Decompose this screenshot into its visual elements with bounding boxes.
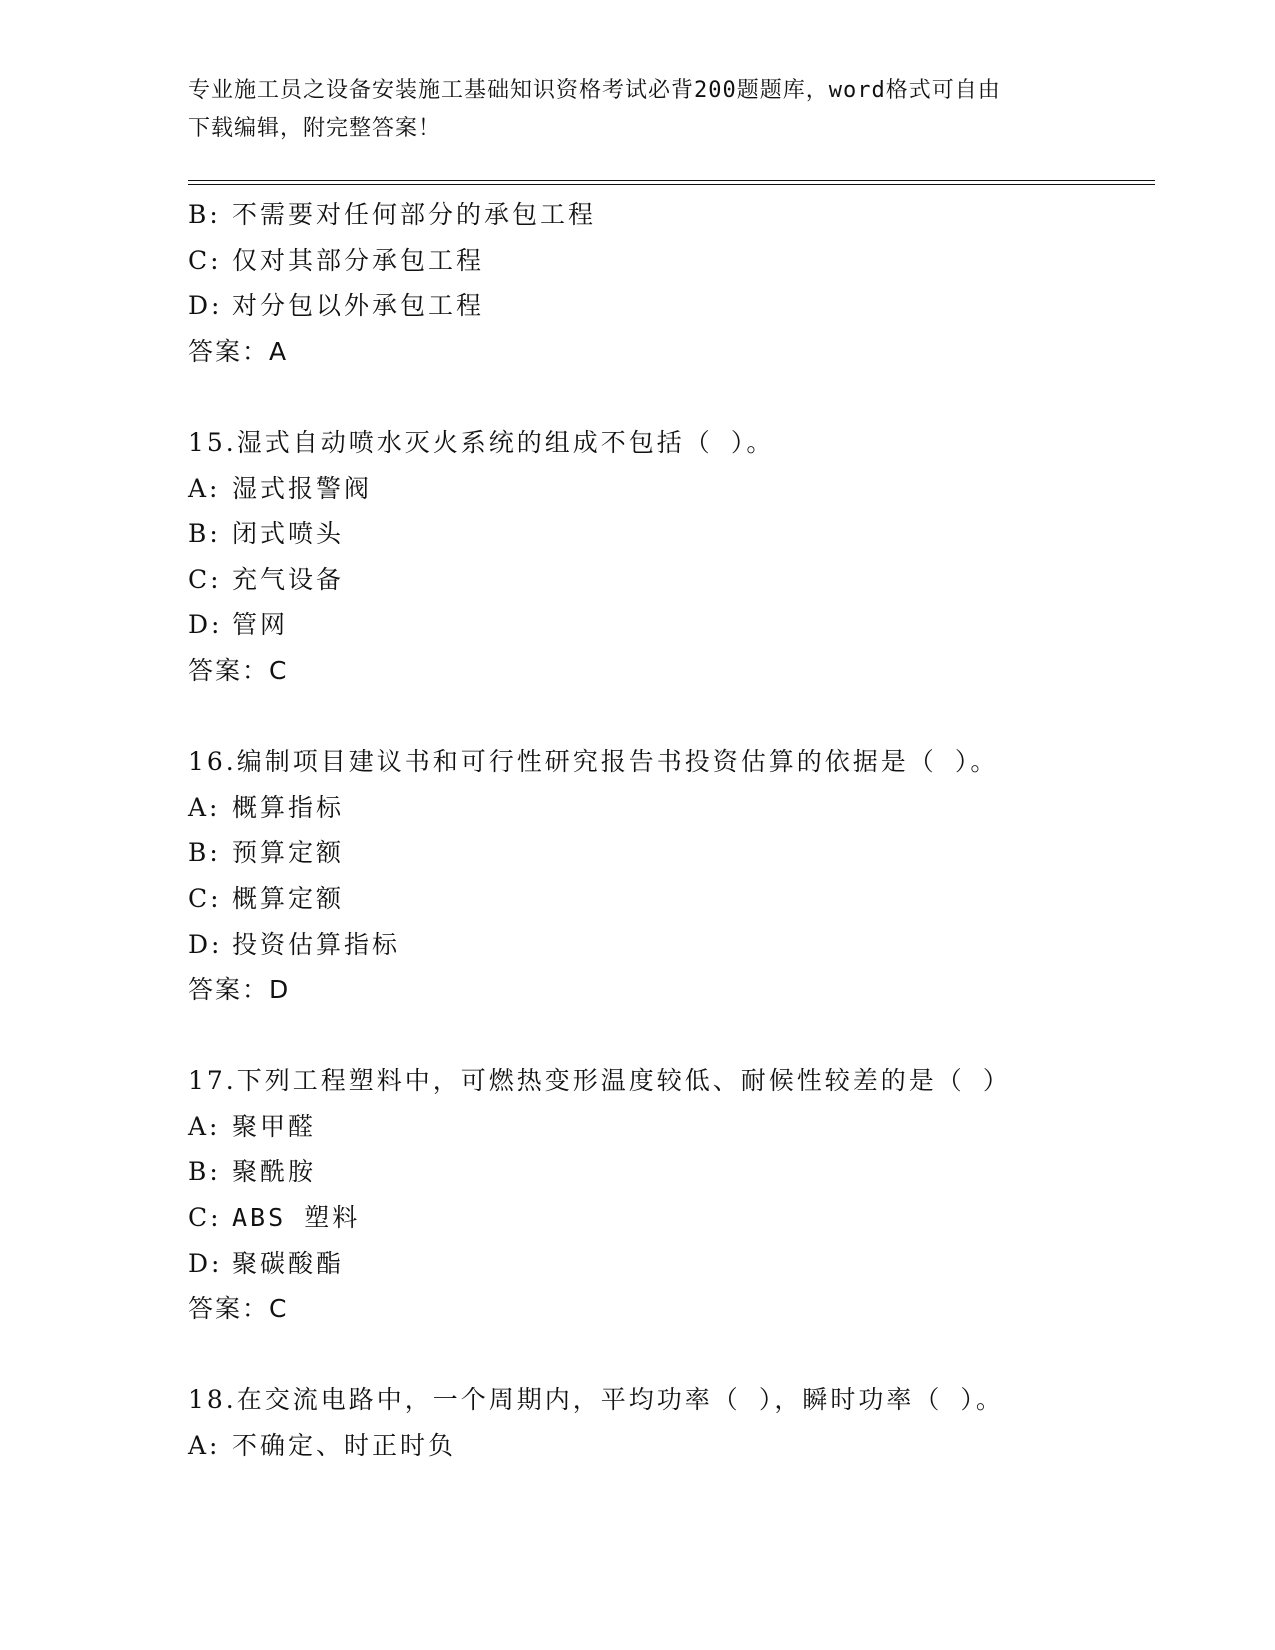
option-label: C: <box>188 883 222 913</box>
option-a <box>188 1104 1148 1150</box>
option-d <box>188 602 1148 648</box>
answer-line: 答案：C <box>188 655 289 685</box>
question-15 <box>188 420 1148 694</box>
option-text: 湿式报警阀 <box>232 473 373 503</box>
option-label: B: <box>188 200 221 229</box>
option-b <box>188 1149 1148 1195</box>
option-c <box>188 876 1148 922</box>
option-text: 对分包以外承包工程 <box>232 291 485 321</box>
option-label: C: <box>188 245 222 275</box>
header-line-1: 专业施工员之设备安装施工基础知识资格考试必背200题题库，word格式可自由 <box>188 78 1001 103</box>
option-c <box>188 1195 1148 1241</box>
option-b <box>188 511 1148 557</box>
option-text: 不需要对任何部分的承包工程 <box>232 200 597 229</box>
option-label: C: <box>188 1203 222 1233</box>
option-label: D: <box>188 1248 223 1278</box>
option-text: 管网 <box>232 610 289 640</box>
spacer <box>188 374 1148 420</box>
option-text: 闭式喷头 <box>232 519 345 549</box>
option-d <box>188 922 1148 968</box>
option-label: A: <box>188 1111 221 1141</box>
option-label: B: <box>188 1157 221 1187</box>
option-label: B: <box>188 838 221 868</box>
option-text: 概算定额 <box>232 883 345 913</box>
option-d <box>188 283 1148 329</box>
question-number: 16. <box>188 747 237 777</box>
question-number: 17. <box>188 1066 237 1096</box>
question-14 <box>188 192 1148 374</box>
header-divider-bottom <box>188 184 1155 185</box>
option-label: A: <box>188 792 221 822</box>
spacer <box>188 1013 1148 1059</box>
option-label: A: <box>188 473 221 503</box>
option-text: 不确定、时正时负 <box>232 1431 457 1461</box>
option-b <box>188 830 1148 876</box>
question-stem <box>188 420 1148 466</box>
option-text: 投资估算指标 <box>232 929 401 959</box>
option-label: D: <box>188 610 223 640</box>
option-label: D: <box>188 929 223 959</box>
option-text: ABS 塑料 <box>232 1203 361 1233</box>
question-list <box>188 192 1148 1469</box>
question-text: 编制项目建议书和可行性研究报告书投资估算的依据是（ ）。 <box>236 747 999 777</box>
option-b <box>188 192 1148 238</box>
header-divider-top <box>188 180 1155 181</box>
document-header <box>188 72 1078 148</box>
spacer <box>188 694 1148 740</box>
header-line-2: 下载编辑，附完整答案！ <box>188 116 442 141</box>
option-a <box>188 785 1148 831</box>
question-text: 湿式自动喷水灭火系统的组成不包括（ ）。 <box>236 427 775 457</box>
spacer <box>188 1332 1148 1378</box>
answer-line: 答案：D <box>188 975 291 1005</box>
question-17 <box>188 1058 1148 1332</box>
option-label: D: <box>188 291 223 321</box>
question-16 <box>188 739 1148 1013</box>
question-18 <box>188 1377 1148 1468</box>
question-number: 15. <box>188 427 237 457</box>
answer-line: 答案：C <box>188 1294 289 1324</box>
option-a <box>188 466 1148 512</box>
option-c <box>188 238 1148 284</box>
question-stem <box>188 1377 1148 1423</box>
question-text: 下列工程塑料中，可燃热变形温度较低、耐候性较差的是（ ） <box>236 1066 1011 1096</box>
question-stem <box>188 1058 1148 1104</box>
option-text: 聚甲醛 <box>232 1111 317 1141</box>
option-text: 聚酰胺 <box>232 1157 317 1187</box>
question-text: 在交流电路中，一个周期内，平均功率（ ），瞬时功率（ ）。 <box>236 1385 1004 1415</box>
option-text: 聚碳酸酯 <box>232 1248 345 1278</box>
option-label: C: <box>188 564 222 594</box>
option-text: 充气设备 <box>232 564 345 594</box>
option-d <box>188 1241 1148 1287</box>
question-stem <box>188 739 1148 785</box>
question-number: 18. <box>188 1385 237 1415</box>
option-c <box>188 557 1148 603</box>
option-text: 仅对其部分承包工程 <box>232 245 485 275</box>
option-a <box>188 1423 1148 1469</box>
option-label: A: <box>188 1431 221 1461</box>
option-text: 概算指标 <box>232 792 345 822</box>
option-text: 预算定额 <box>232 838 345 868</box>
answer-line: 答案：A <box>188 336 289 366</box>
option-label: B: <box>188 519 221 549</box>
